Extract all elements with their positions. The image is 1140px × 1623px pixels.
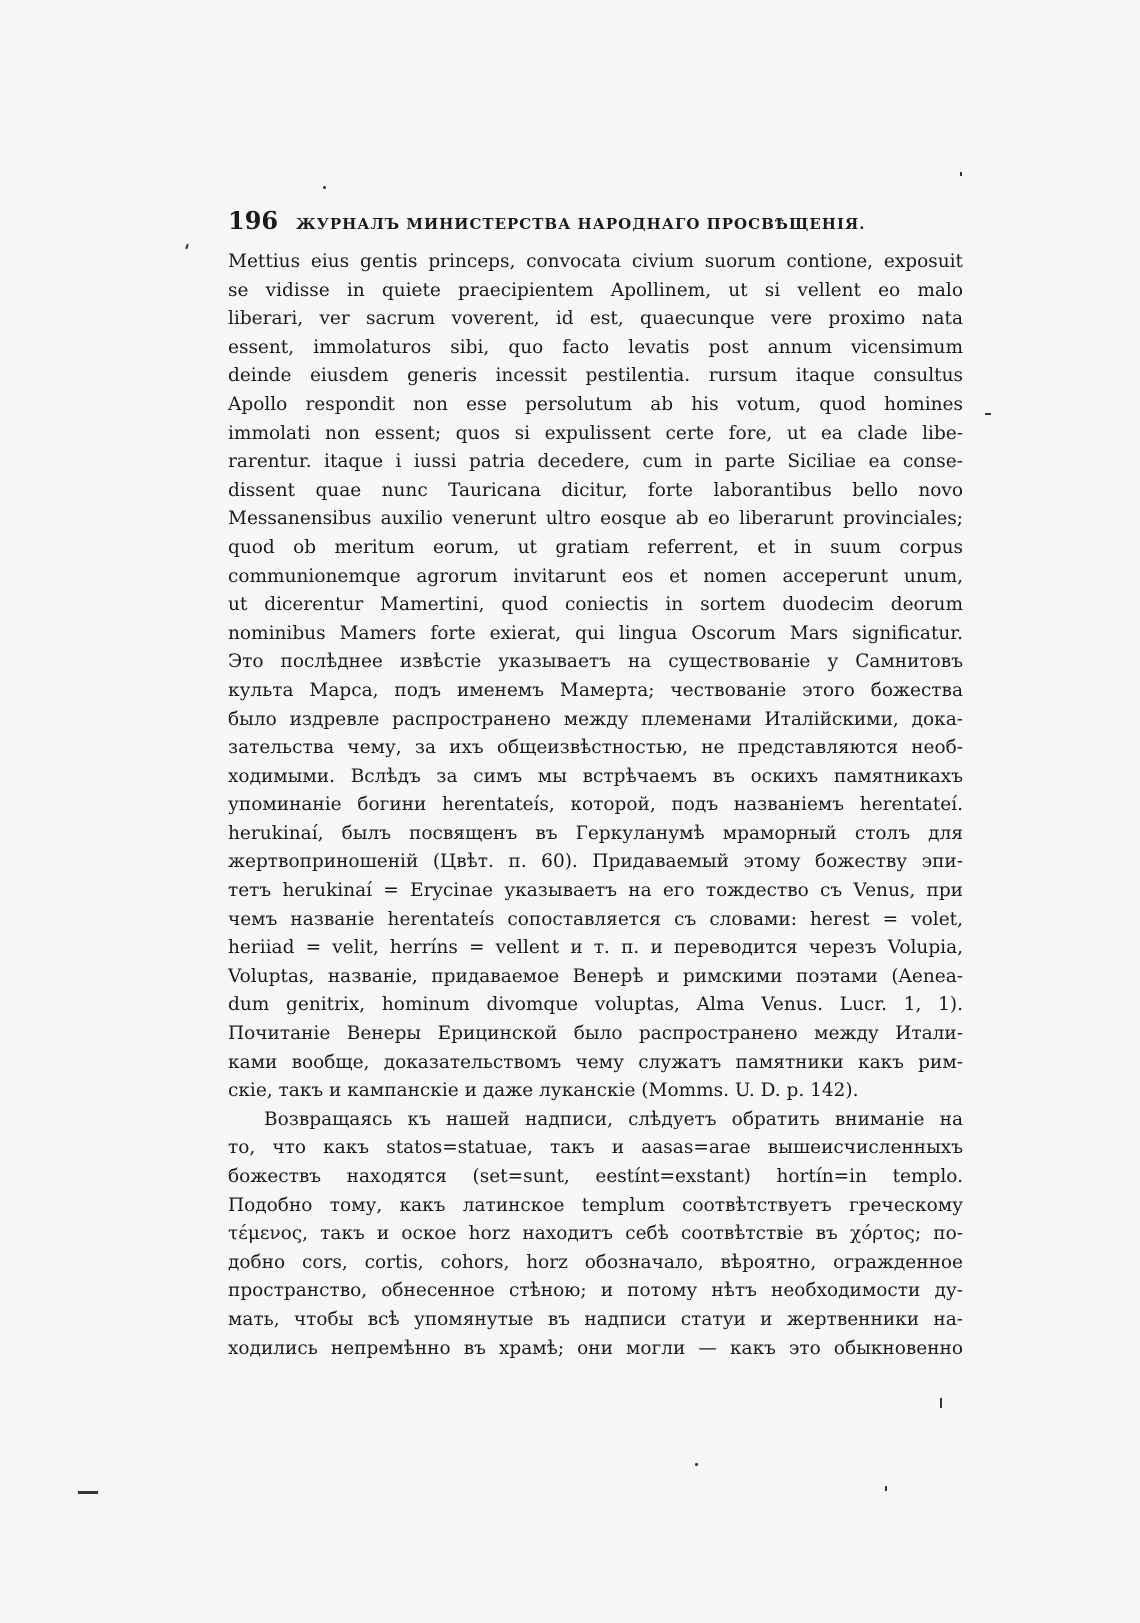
text-line: dissent quae nunc Tauricana dicitur, forte laborantibus bello novo — [228, 479, 963, 501]
text-line: жертвоприношеній (Цвѣт. п. 60). Придаваемый этому божеству эпи- — [228, 851, 963, 873]
text-line: божествъ находятся (set=sunt, eestínt=exstant) hortín=in templo. — [228, 1166, 963, 1187]
text-line: Это послѣднее извѣстіе указываетъ на существованіе у Самнитовъ — [228, 651, 963, 673]
text-line: зательства чему, за ихъ общеизвѣстностью, не представляются необ- — [228, 737, 963, 759]
text-line: immolati non essent; quos si expulissent certe fore, ut ea clade libe- — [228, 422, 963, 444]
text-line: rarentur. itaque i iussi patria decedere, cum in parte Siciliae ea conse- — [228, 451, 963, 473]
text-line: Подобно тому, какъ латинское templum соотвѣтствуетъ греческому — [228, 1194, 963, 1216]
scan-mark — [695, 1463, 698, 1466]
text-line: nominibus Mamers forte exierat, qui lingua Oscorum Mars significatur. — [228, 622, 963, 644]
page — [228, 206, 963, 1363]
text-line: Почитаніе Венеры Ерицинской было распространено между Итали- — [228, 1023, 963, 1045]
scan-mark — [323, 186, 326, 189]
page-number: 196 — [228, 206, 279, 235]
scan-mark — [985, 413, 991, 415]
text-line: упоминаніе богини herentateís, которой, подъ названіемъ herentateí. — [228, 794, 963, 816]
scan-mark — [78, 1491, 98, 1494]
body-text — [228, 248, 963, 1363]
text-line: скіе, такъ и кампанскіе и даже луканскіе (Momms. U. D. p. 142). — [228, 1080, 859, 1102]
text-line: Messanensibus auxilio venerunt ultro eosque ab eo liberarunt provinciales; — [228, 508, 963, 530]
text-line: se vidisse in quiete praecipientem Apollinem, ut si vellent eo malo — [228, 279, 963, 301]
scan-mark — [960, 172, 962, 176]
text-line: культа Марса, подъ именемъ Мамерта; чествованіе этого божества — [228, 679, 963, 701]
text-line: мать, чтобы всѣ упомянутые въ надписи статуи и жертвенники на- — [228, 1308, 963, 1330]
text-line: ut dicerentur Mamertini, quod coniectis in sortem duodecim deorum — [228, 594, 963, 616]
text-line: herukinaí, былъ посвященъ въ Геркуланумѣ мраморный столъ для — [228, 822, 963, 844]
text-line: liberari, ver sacrum voverent, id est, quaecunque vere proximo nata — [228, 308, 963, 330]
text-line: чемъ названіе herentateís сопоставляется съ словами: herest = volet, — [228, 908, 963, 930]
page-header — [228, 206, 963, 242]
text-line: добно cors, cortis, cohors, horz обозначало, вѣроятно, огражденное — [228, 1251, 963, 1273]
text-line: quod ob meritum eorum, ut gratiam referrent, et in suum corpus — [228, 536, 963, 558]
text-line: то, что какъ statos=statuae, такъ и aasas=arae вышеисчисленныхъ — [228, 1137, 963, 1159]
text-line: deinde eiusdem generis incessit pestilentia. rursum itaque consultus — [228, 365, 963, 387]
text-line: Возвращаясь къ нашей надписи, слѣдуетъ обратить вниманіе на — [264, 1108, 963, 1130]
text-line: ками вообще, доказательствомъ чему служатъ памятники какъ рим- — [228, 1051, 963, 1073]
text-line: ходились непремѣнно въ храмѣ; они могли — какъ это обыкновенно — [228, 1337, 963, 1359]
text-line: Apollo respondit non esse persolutum ab his votum, quod homines — [228, 393, 963, 415]
scan-mark — [940, 1398, 942, 1408]
text-line: пространство, обнесенное стѣною; и потому нѣтъ необходимости ду- — [228, 1280, 963, 1302]
text-line: heriiad = velit, herríns = vellent и т. п. и переводится черезъ Volupia, — [228, 937, 963, 959]
text-line: ходимыми. Вслѣдъ за симъ мы встрѣчаемъ въ оскихъ памятникахъ — [228, 765, 963, 787]
text-line: τέμενος, такъ и оское horz находитъ себѣ соотвѣтствіе въ χόρτος; по- — [228, 1223, 963, 1245]
scan-mark — [885, 1486, 887, 1491]
text-line: тетъ herukinaí = Erycinae указываетъ на его тождество съ Venus, при — [228, 880, 963, 902]
text-line: было издревле распространено между племенами Италійскими, дока- — [228, 708, 963, 730]
text-line: Mettius eius gentis princeps, convocata civium suorum contione, exposuit — [228, 251, 963, 272]
text-line: essent, immolaturos sibi, quo facto levatis post annum vicensimum — [228, 336, 963, 358]
text-line: dum genitrix, hominum divomque voluptas, Alma Venus. Lucr. 1, 1). — [228, 994, 963, 1016]
text-line: Voluptas, названіе, придаваемое Венерѣ и римскими поэтами (Aenea- — [228, 965, 963, 987]
text-line: communionemque agrorum invitarunt eos et nomen acceperunt unum, — [228, 565, 963, 587]
running-head: ЖУРНАЛЪ МИНИСТЕРСТВА НАРОДНАГО ПРОСВѢЩЕНІЯ. — [296, 215, 866, 233]
scan-mark — [185, 244, 189, 249]
